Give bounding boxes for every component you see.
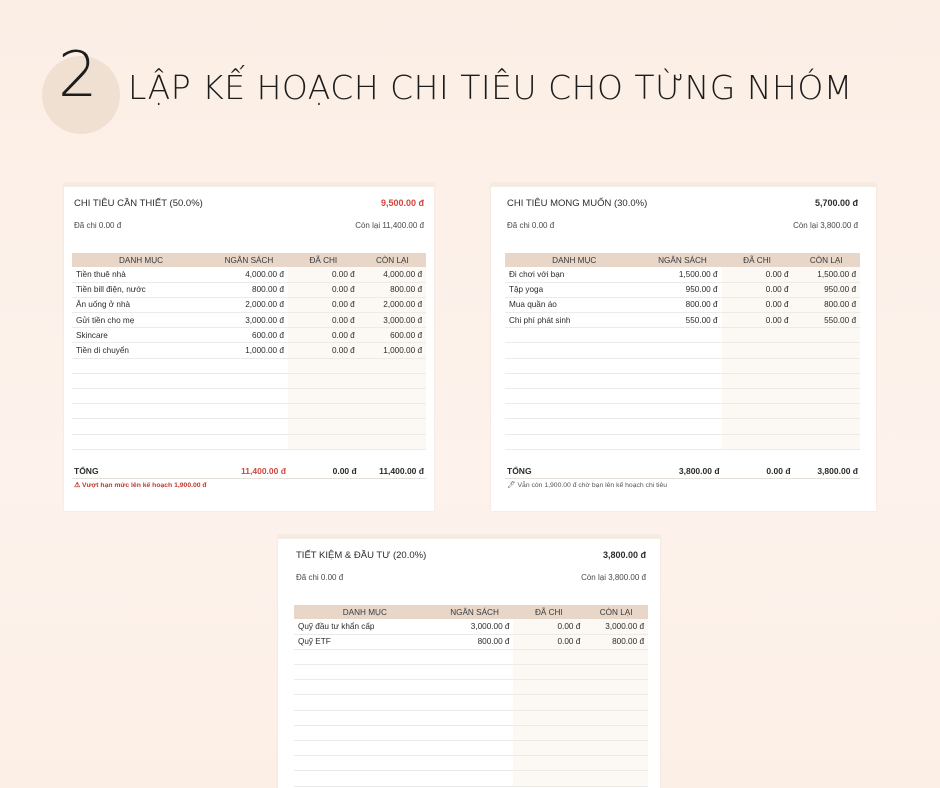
col-header-spent: ĐÃ CHI [513, 605, 584, 619]
cell-remaining [793, 343, 860, 358]
table-row [505, 313, 860, 328]
cell-remaining [584, 665, 648, 680]
table-row [294, 634, 648, 649]
cell-spent [722, 343, 793, 358]
cell-category: Tập yoga [505, 282, 643, 297]
cell-budget: 1,000.00 đ [210, 343, 288, 358]
cell-category [72, 419, 210, 434]
cell-spent [513, 725, 584, 740]
cell-budget: 4,000.00 đ [210, 267, 288, 282]
cell-remaining: 2,000.00 đ [359, 297, 426, 312]
cell-spent: 0.00 đ [288, 343, 359, 358]
empty-row [505, 434, 860, 449]
col-header-budget: NGÂN SÁCH [436, 605, 514, 619]
empty-row [72, 389, 426, 404]
cell-category: Tiền thuê nhà [72, 267, 210, 282]
cell-remaining [793, 389, 860, 404]
cell-budget [643, 328, 721, 343]
cell-remaining [359, 434, 426, 449]
cell-budget: 550.00 đ [643, 313, 721, 328]
cell-budget [210, 358, 288, 373]
table-row [72, 267, 426, 282]
cell-remaining [793, 358, 860, 373]
cell-budget [436, 710, 514, 725]
cell-budget: 800.00 đ [643, 297, 721, 312]
cell-spent: 0.00 đ [288, 313, 359, 328]
empty-row [294, 771, 648, 786]
cell-spent: 0.00 đ [288, 267, 359, 282]
cell-spent [722, 389, 793, 404]
cell-remaining [359, 404, 426, 419]
table-row [72, 313, 426, 328]
cell-budget [643, 389, 721, 404]
cell-spent [722, 404, 793, 419]
cell-remaining [359, 373, 426, 388]
cell-category [294, 710, 436, 725]
total-remaining: 11,400.00 đ [379, 465, 424, 476]
table-row [505, 267, 860, 282]
col-header-budget: NGÂN SÁCH [210, 253, 288, 267]
empty-row [72, 419, 426, 434]
empty-row [294, 756, 648, 771]
total-budget: 3,800.00 đ [678, 465, 720, 476]
table-row [72, 343, 426, 358]
cell-budget [436, 741, 514, 756]
cell-category [72, 434, 210, 449]
cell-budget [643, 404, 721, 419]
cell-remaining [793, 373, 860, 388]
cell-category [294, 680, 436, 695]
cell-remaining [359, 358, 426, 373]
cell-spent: 0.00 đ [513, 619, 584, 634]
spent-label: Đã chi 0.00 đ [507, 220, 555, 230]
cell-spent: 0.00 đ [513, 634, 584, 649]
cell-spent [513, 771, 584, 786]
cell-remaining: 800.00 đ [359, 282, 426, 297]
budget-table [294, 605, 648, 787]
table-row [505, 282, 860, 297]
cell-remaining [584, 695, 648, 710]
cell-budget [436, 725, 514, 740]
cell-spent [513, 756, 584, 771]
cell-spent [288, 373, 359, 388]
empty-row [294, 695, 648, 710]
table-row [72, 328, 426, 343]
cell-spent [722, 328, 793, 343]
cell-budget: 3,000.00 đ [210, 313, 288, 328]
cell-category [505, 389, 643, 404]
budget-card-essential [64, 183, 434, 511]
cell-remaining: 3,000.00 đ [584, 619, 648, 634]
cell-spent [288, 419, 359, 434]
cell-budget: 950.00 đ [643, 282, 721, 297]
card-title: CHI TIÊU MONG MUỐN (30.0%) [507, 197, 648, 209]
col-header-category: DANH MỤC [72, 253, 210, 267]
table-row [72, 282, 426, 297]
cell-remaining: 3,000.00 đ [359, 313, 426, 328]
cell-spent [513, 741, 584, 756]
empty-row [505, 358, 860, 373]
table-row [505, 297, 860, 312]
col-header-remaining: CÒN LẠI [793, 253, 860, 267]
cell-budget: 800.00 đ [210, 282, 288, 297]
cell-remaining [359, 419, 426, 434]
cell-remaining: 4,000.00 đ [359, 267, 426, 282]
cell-budget [643, 358, 721, 373]
col-header-spent: ĐÃ CHI [288, 253, 359, 267]
cell-budget: 3,000.00 đ [436, 619, 514, 634]
empty-row [505, 389, 860, 404]
empty-row [72, 373, 426, 388]
cell-spent [513, 680, 584, 695]
cell-spent: 0.00 đ [288, 282, 359, 297]
cell-budget [436, 680, 514, 695]
cell-category [72, 389, 210, 404]
cell-budget: 600.00 đ [210, 328, 288, 343]
cell-spent [722, 358, 793, 373]
empty-row [294, 741, 648, 756]
total-spent: 0.00 đ [766, 465, 791, 476]
cell-remaining: 1,000.00 đ [359, 343, 426, 358]
cell-category [294, 771, 436, 786]
cell-category [505, 373, 643, 388]
card-amount: 3,800.00 đ [602, 550, 646, 560]
cell-category [505, 328, 643, 343]
cell-category [294, 756, 436, 771]
cell-category: Đi chơi với bạn [505, 267, 643, 282]
cell-remaining [793, 434, 860, 449]
cell-spent [722, 373, 793, 388]
table-row [294, 619, 648, 634]
cell-category: Skincare [72, 328, 210, 343]
cell-category [294, 741, 436, 756]
cell-remaining [793, 328, 860, 343]
cell-budget: 2,000.00 đ [210, 297, 288, 312]
cell-budget [643, 373, 721, 388]
cell-spent [513, 665, 584, 680]
budget-card-savings [278, 535, 660, 788]
cell-budget [436, 771, 514, 786]
card-amount: 5,700.00 đ [814, 198, 858, 208]
col-header-category: DANH MỤC [505, 253, 643, 267]
cell-remaining [793, 419, 860, 434]
cell-budget [436, 649, 514, 664]
total-row [505, 463, 860, 479]
cell-budget [210, 434, 288, 449]
cell-spent: 0.00 đ [288, 297, 359, 312]
cell-remaining: 950.00 đ [793, 282, 860, 297]
cell-budget [436, 665, 514, 680]
cell-category: Quỹ đầu tư khẩn cấp [294, 619, 436, 634]
empty-row [294, 725, 648, 740]
cell-spent [722, 419, 793, 434]
remaining-label: Còn lại 3,800.00 đ [581, 572, 646, 582]
cell-remaining [584, 756, 648, 771]
empty-row [505, 328, 860, 343]
cell-spent: 0.00 đ [722, 313, 793, 328]
cell-budget [643, 419, 721, 434]
budget-table [72, 253, 426, 450]
empty-row [294, 649, 648, 664]
cell-budget [436, 756, 514, 771]
cell-budget: 1,500.00 đ [643, 267, 721, 282]
total-spent: 0.00 đ [332, 465, 357, 476]
over-budget-warning: ⚠ Vượt hạn mức lên kế hoạch 1,900.00 đ [74, 482, 207, 489]
col-header-budget: NGÂN SÁCH [643, 253, 721, 267]
remaining-label: Còn lại 3,800.00 đ [793, 220, 858, 230]
col-header-remaining: CÒN LẠI [584, 605, 648, 619]
cell-spent [288, 389, 359, 404]
empty-row [294, 665, 648, 680]
col-header-remaining: CÒN LẠI [359, 253, 426, 267]
empty-row [505, 343, 860, 358]
cell-spent: 0.00 đ [722, 282, 793, 297]
cell-category [505, 358, 643, 373]
col-header-spent: ĐÃ CHI [722, 253, 793, 267]
empty-row [505, 373, 860, 388]
empty-row [72, 404, 426, 419]
cell-budget [643, 434, 721, 449]
cell-spent: 0.00 đ [722, 267, 793, 282]
cell-category [72, 373, 210, 388]
cell-budget [210, 373, 288, 388]
remaining-label: Còn lại 11,400.00 đ [355, 220, 424, 230]
cell-category [72, 358, 210, 373]
cell-spent [288, 434, 359, 449]
spent-label: Đã chi 0.00 đ [296, 572, 344, 582]
cell-budget [643, 343, 721, 358]
cell-category [505, 434, 643, 449]
cell-remaining [584, 649, 648, 664]
cell-category: Tiền bill điện, nước [72, 282, 210, 297]
cell-category [505, 343, 643, 358]
cell-budget [436, 695, 514, 710]
cell-remaining [584, 725, 648, 740]
empty-row [72, 434, 426, 449]
cell-category [294, 695, 436, 710]
cell-spent: 0.00 đ [722, 297, 793, 312]
empty-row [72, 358, 426, 373]
cell-remaining: 600.00 đ [359, 328, 426, 343]
step-number: 2 [58, 38, 98, 111]
card-amount: 9,500.00 đ [380, 198, 424, 208]
total-label: TỔNG [74, 465, 99, 476]
cell-remaining [584, 771, 648, 786]
cell-spent: 0.00 đ [288, 328, 359, 343]
cell-category: Chi phí phát sinh [505, 313, 643, 328]
cell-category [505, 404, 643, 419]
cell-remaining [584, 710, 648, 725]
cell-spent [722, 434, 793, 449]
cell-category [294, 725, 436, 740]
cell-remaining [359, 389, 426, 404]
cell-remaining: 800.00 đ [793, 297, 860, 312]
total-row [72, 463, 426, 479]
cell-budget [210, 389, 288, 404]
cell-remaining [584, 680, 648, 695]
total-budget: 11,400.00 đ [241, 465, 286, 476]
cell-category: Tiền di chuyển [72, 343, 210, 358]
cell-spent [288, 404, 359, 419]
col-header-category: DANH MỤC [294, 605, 436, 619]
table-row [72, 297, 426, 312]
empty-row [294, 710, 648, 725]
card-title: CHI TIÊU CẦN THIẾT (50.0%) [74, 197, 203, 209]
spent-label: Đã chi 0.00 đ [74, 220, 122, 230]
cell-spent [513, 649, 584, 664]
unplanned-info-note: 🖊 Vẫn còn 1,900.00 đ chờ bạn lên kế hoạch chi tiêu [507, 482, 668, 489]
cell-category [294, 649, 436, 664]
cell-budget [210, 419, 288, 434]
empty-row [505, 419, 860, 434]
cell-category: Ăn uống ở nhà [72, 297, 210, 312]
cell-remaining: 800.00 đ [584, 634, 648, 649]
cell-spent [513, 695, 584, 710]
cell-budget: 800.00 đ [436, 634, 514, 649]
cell-category: Mua quần áo [505, 297, 643, 312]
cell-category [505, 419, 643, 434]
cell-remaining [793, 404, 860, 419]
empty-row [294, 680, 648, 695]
cell-spent [513, 710, 584, 725]
cell-remaining: 550.00 đ [793, 313, 860, 328]
cell-category: Quỹ ETF [294, 634, 436, 649]
budget-card-wants [491, 183, 876, 511]
cell-category [72, 404, 210, 419]
cell-category [294, 665, 436, 680]
cell-budget [210, 404, 288, 419]
empty-row [505, 404, 860, 419]
cell-category: Gửi tiền cho mẹ [72, 313, 210, 328]
cell-remaining: 1,500.00 đ [793, 267, 860, 282]
cell-spent [288, 358, 359, 373]
total-label: TỔNG [507, 465, 532, 476]
cell-remaining [584, 741, 648, 756]
card-title: TIẾT KIỆM & ĐẦU TƯ (20.0%) [296, 549, 427, 561]
total-remaining: 3,800.00 đ [817, 465, 858, 476]
budget-table [505, 253, 860, 450]
page-title: LẬP KẾ HOẠCH CHI TIÊU CHO TỪNG NHÓM [128, 68, 853, 107]
